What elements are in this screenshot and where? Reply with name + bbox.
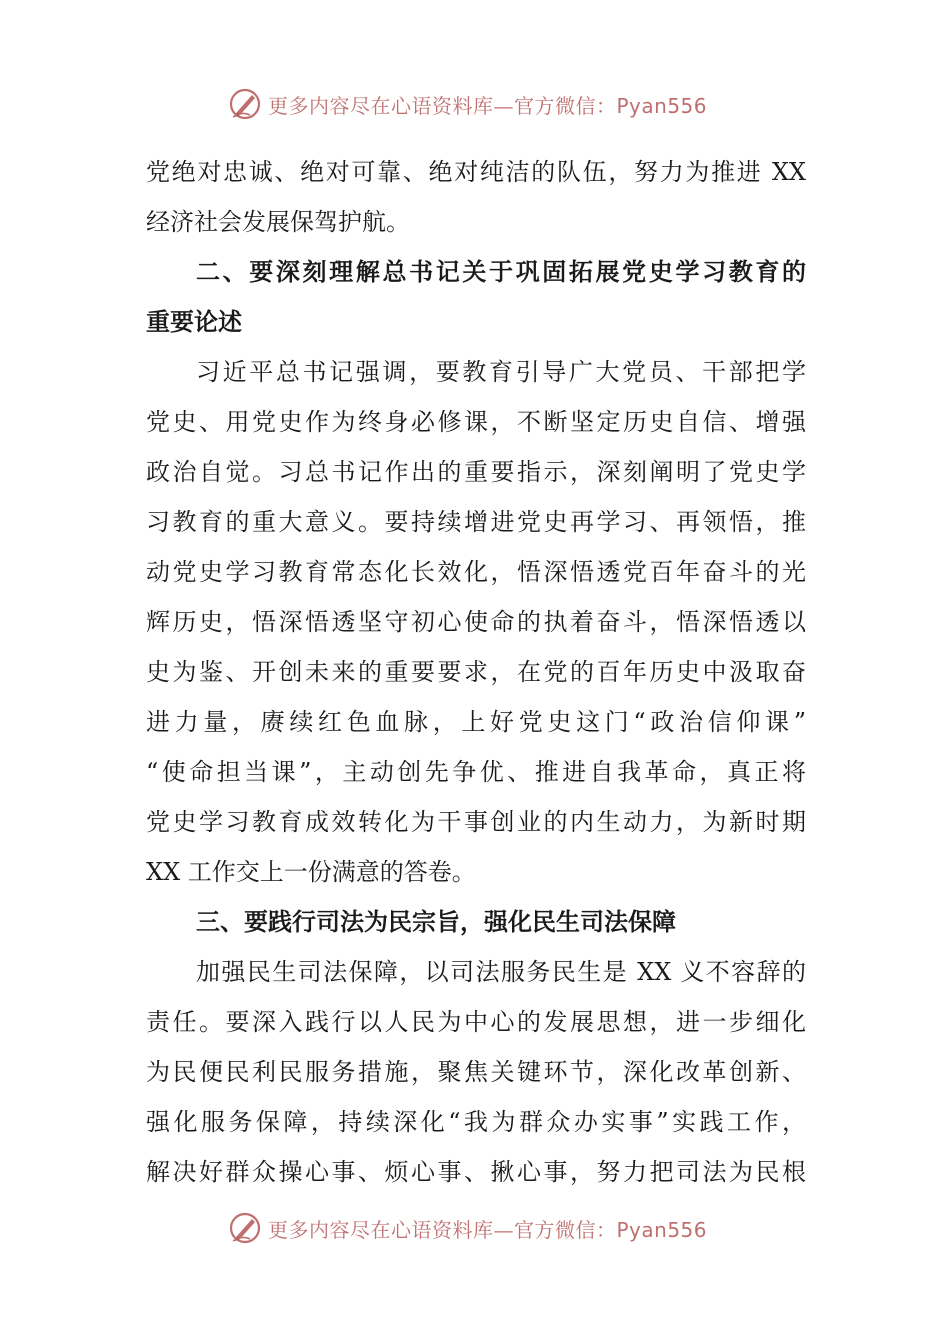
paragraph-line: 进力量，赓续红色血脉，上好党史这门“政治信仰课”	[146, 708, 806, 736]
paragraph-line: 政治自觉。习总书记作出的重要指示，深刻阐明了党史学	[146, 458, 806, 486]
watermark-text: 更多内容尽在心语资料库—官方微信：Pyan556	[268, 93, 708, 118]
header-watermark	[228, 84, 707, 124]
section-heading: 重要论述	[146, 308, 242, 336]
watermark-id: Pyan556	[616, 93, 708, 118]
pen-circle-icon	[228, 1211, 262, 1245]
watermark-id: Pyan556	[616, 1217, 708, 1242]
paragraph-line: 为民便民利民服务措施，聚焦关键环节，深化改革创新、	[146, 1058, 806, 1086]
pen-circle-icon	[228, 87, 262, 121]
section-heading: 三、要践行司法为民宗旨，强化民生司法保障	[196, 908, 676, 936]
paragraph-line: 强化服务保障，持续深化“我为群众办实事”实践工作，	[146, 1108, 806, 1136]
paragraph-line: 习近平总书记强调，要教育引导广大党员、干部把学	[196, 358, 806, 386]
paragraph-line: 辉历史，悟深悟透坚守初心使命的执着奋斗，悟深悟透以	[146, 608, 806, 636]
paragraph-line: 习教育的重大意义。要持续增进党史再学习、再领悟，推	[146, 508, 806, 536]
paragraph-line: 解决好群众操心事、烦心事、揪心事，努力把司法为民根	[146, 1158, 806, 1186]
paragraph-line: 责任。要深入践行以人民为中心的发展思想，进一步细化	[146, 1008, 806, 1036]
watermark-text: 更多内容尽在心语资料库—官方微信：Pyan556	[268, 1217, 708, 1242]
paragraph-line: 经济社会发展保驾护航。	[146, 208, 410, 236]
paragraph-line: 加强民生司法保障，以司法服务民生是 XX 义不容辞的	[196, 958, 806, 986]
paragraph-line: 党绝对忠诚、绝对可靠、绝对纯洁的队伍，努力为推进 XX	[146, 158, 806, 186]
paragraph-line: 动党史学习教育常态化长效化，悟深悟透党百年奋斗的光	[146, 558, 806, 586]
section-heading: 二、要深刻理解总书记关于巩固拓展党史学习教育的	[196, 258, 806, 286]
paragraph-line: 党史、用党史作为终身必修课，不断坚定历史自信、增强	[146, 408, 806, 436]
footer-watermark	[228, 1208, 707, 1248]
paragraph-line: XX 工作交上一份满意的答卷。	[146, 858, 476, 886]
paragraph-line: 史为鉴、开创未来的重要要求，在党的百年历史中汲取奋	[146, 658, 806, 686]
paragraph-line: 党史学习教育成效转化为干事创业的内生动力，为新时期	[146, 808, 806, 836]
paragraph-line: “使命担当课”，主动创先争优、推进自我革命，真正将	[146, 758, 806, 786]
